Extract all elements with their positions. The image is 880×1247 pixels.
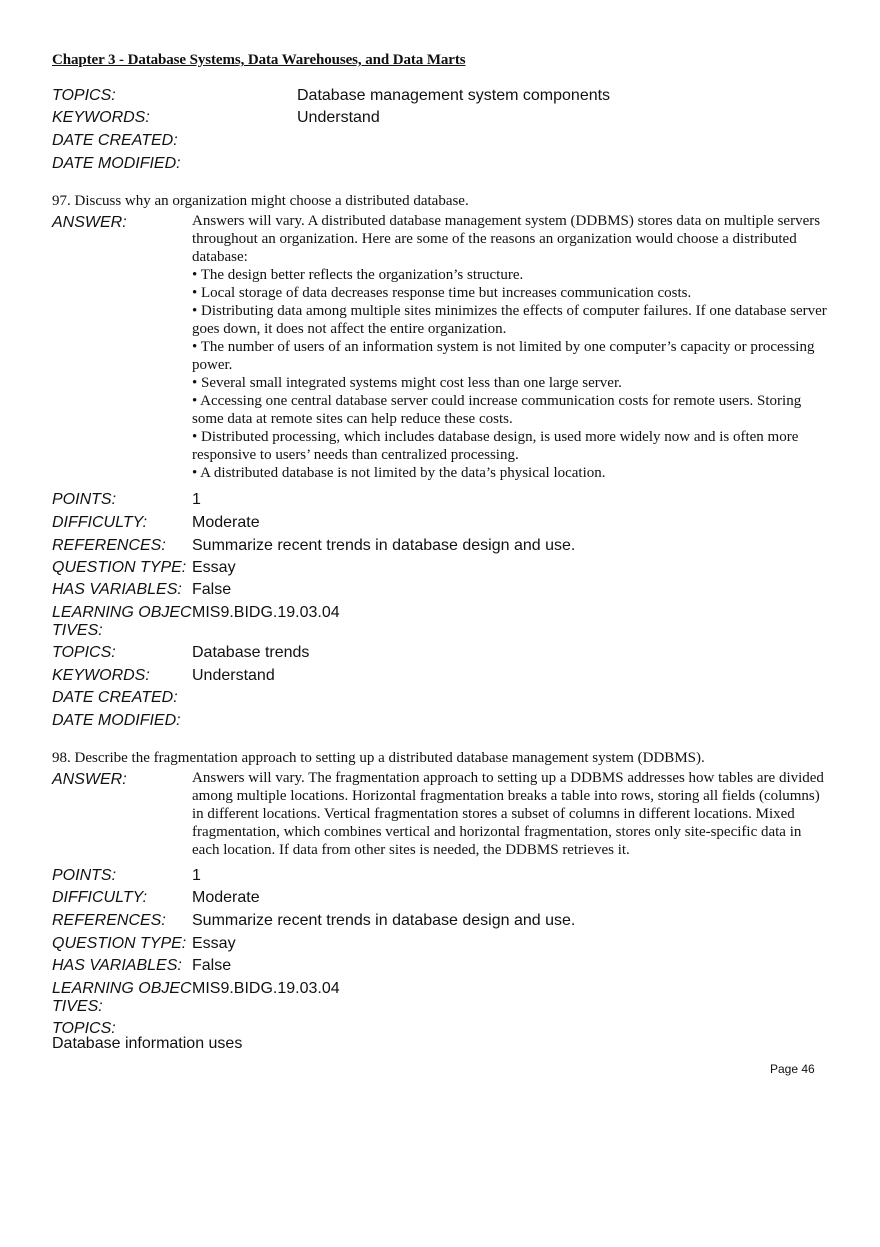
date-created-label: DATE CREATED: xyxy=(52,132,178,149)
answer-bullet: • Local storage of data decreases response time but increases communication costs. xyxy=(192,285,692,301)
learning-objectives-label-cont: TIVES: xyxy=(52,622,103,639)
difficulty-label: DIFFICULTY: xyxy=(52,514,148,531)
has-variables-value: False xyxy=(192,957,232,974)
learning-objectives-label: LEARNING OBJEC xyxy=(52,980,192,997)
question-type-value: Essay xyxy=(192,559,236,576)
difficulty-label: DIFFICULTY: xyxy=(52,889,148,906)
answer-label-97: ANSWER: xyxy=(52,214,127,231)
answer-98 xyxy=(192,769,832,859)
question-type-value: Essay xyxy=(192,935,236,952)
page-number: Page 46 xyxy=(770,1062,815,1076)
question-98: 98. Describe the fragmentation approach to setting up a distributed database management system (DDBMS). xyxy=(52,750,705,766)
topics-label: TOPICS: xyxy=(52,644,116,661)
points-label: POINTS: xyxy=(52,491,117,508)
topics-value: Database trends xyxy=(192,644,310,661)
answer-intro: Answers will vary. A distributed database management system (DDBMS) stores data on multiple servers throughout an organization. Here are some of the reasons an organization would choose a distributed database: xyxy=(192,213,821,265)
references-value: Summarize recent trends in database design and use. xyxy=(192,537,576,554)
has-variables-label: HAS VARIABLES: xyxy=(52,581,182,598)
answer-97 xyxy=(192,212,832,482)
keywords-value: Understand xyxy=(192,667,275,684)
has-variables-label: HAS VARIABLES: xyxy=(52,957,182,974)
keywords-label: KEYWORDS: xyxy=(52,667,150,684)
references-label: REFERENCES: xyxy=(52,912,166,929)
date-created-label: DATE CREATED: xyxy=(52,689,178,706)
learning-objectives-value: MIS9.BIDG.19.03.04 xyxy=(192,980,340,997)
learning-objectives-label-cont: TIVES: xyxy=(52,998,103,1015)
answer-bullet: • Distributing data among multiple sites minimizes the effects of computer failures. If one database server goes down, it does not affect the entire organization. xyxy=(192,303,827,337)
answer-label-98: ANSWER: xyxy=(52,771,127,788)
question-type-label: QUESTION TYPE: xyxy=(52,935,187,952)
keywords-label: KEYWORDS: xyxy=(52,109,150,126)
answer-bullet: • The number of users of an information system is not limited by one computer’s capacity or processing power. xyxy=(192,339,815,373)
points-value: 1 xyxy=(192,867,201,884)
difficulty-value: Moderate xyxy=(192,514,260,531)
chapter-title: Chapter 3 - Database Systems, Data Warehouses, and Data Marts xyxy=(52,52,466,68)
references-label: REFERENCES: xyxy=(52,537,166,554)
question-97: 97. Discuss why an organization might choose a distributed database. xyxy=(52,193,469,209)
has-variables-value: False xyxy=(192,581,232,598)
difficulty-value: Moderate xyxy=(192,889,260,906)
answer-bullet: • A distributed database is not limited by the data’s physical location. xyxy=(192,465,606,481)
question-type-label: QUESTION TYPE: xyxy=(52,559,187,576)
answer-bullet: • The design better reflects the organization’s structure. xyxy=(192,267,524,283)
topics-value: Database information uses xyxy=(52,1035,243,1052)
points-label: POINTS: xyxy=(52,867,117,884)
points-value: 1 xyxy=(192,491,201,508)
answer-text: Answers will vary. The fragmentation approach to setting up a DDBMS addresses how tables are divided among multiple locations. Horizontal fragmentation breaks a table into rows, storing all fields (columns) in different locations. Vertical fragmentation stores a subset of columns in different locations. Mixed fragmentation, which combines vertical and horizontal fragmentation, stores only site-specific data in each location. If data from other sites is needed, the DDBMS retrieves it. xyxy=(192,770,824,858)
answer-bullet: • Accessing one central database server could increase communication costs for remote users. Storing some data at remote sites can help reduce these costs. xyxy=(192,393,802,427)
learning-objectives-label: LEARNING OBJEC xyxy=(52,604,192,621)
topics-label: TOPICS: xyxy=(52,1020,116,1037)
answer-bullet: • Several small integrated systems might cost less than one large server. xyxy=(192,375,622,391)
topics-label: TOPICS: xyxy=(52,87,116,104)
references-value: Summarize recent trends in database design and use. xyxy=(192,912,576,929)
date-modified-label: DATE MODIFIED: xyxy=(52,155,181,172)
topics-value: Database management system components xyxy=(297,87,611,104)
keywords-value: Understand xyxy=(297,109,380,126)
learning-objectives-value: MIS9.BIDG.19.03.04 xyxy=(192,604,340,621)
date-modified-label: DATE MODIFIED: xyxy=(52,712,181,729)
answer-bullet: • Distributed processing, which includes database design, is used more widely now and is often more responsive to users’ needs than centralized processing. xyxy=(192,429,799,463)
